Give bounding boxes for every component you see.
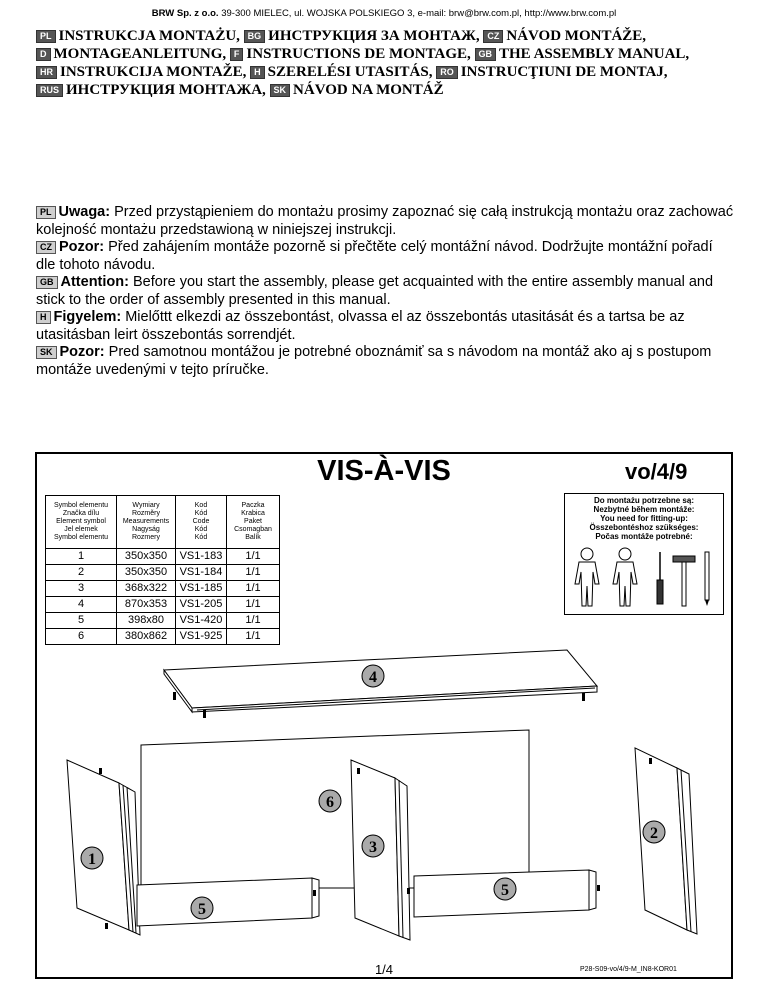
screwdriver-icon	[657, 552, 663, 604]
note-paragraph	[36, 274, 736, 309]
tools-text: Nezbytné během montáže:	[593, 505, 695, 514]
tools-box	[564, 493, 724, 615]
lang-badge: H	[250, 66, 265, 79]
note-text: Mielőttt elkezdi az összebontást, olvassa el az összebontás utasitását és a tartsa be az utasitásban leirt összebontás sorrendjét.	[36, 309, 685, 343]
table-row: 2 350x350 VS1-184 1/1	[46, 565, 280, 581]
lang-badge: BG	[244, 30, 266, 43]
label-2	[643, 821, 665, 843]
title-line	[36, 81, 736, 99]
table-row: 1 350x350 VS1-183 1/1	[46, 549, 280, 565]
label-1	[81, 847, 103, 869]
title-text: NÁVOD MONTÁŽE,	[506, 28, 647, 44]
note-label: Figyelem:	[53, 309, 122, 325]
title-text: SZERELÉSI UTASITÁS,	[267, 64, 433, 80]
title-text: THE ASSEMBLY MANUAL,	[499, 46, 690, 62]
label-3	[362, 835, 384, 857]
lang-badge: F	[230, 48, 244, 61]
tools-text: Összebontéshoz szükséges:	[589, 523, 699, 532]
title-text: INSTRUCTIONS DE MONTAGE,	[246, 46, 471, 62]
note-paragraph	[36, 344, 736, 379]
person-icon	[575, 548, 599, 606]
lang-badge: GB	[36, 276, 58, 289]
tools-text: Do montażu potrzebne są:	[593, 496, 694, 505]
svg-text:5: 5	[501, 882, 509, 899]
product-code: vo/4/9	[625, 459, 688, 484]
lang-badge: D	[36, 48, 51, 61]
parts-table	[45, 495, 280, 645]
table-row: 3 368x322 VS1-185 1/1	[46, 581, 280, 597]
lang-badge: RO	[436, 66, 458, 79]
svg-text:4: 4	[369, 669, 377, 686]
person-icon	[613, 548, 637, 606]
company-name: BRW Sp. z o.o.	[151, 8, 219, 19]
page-number: 1/4	[374, 962, 394, 977]
note-label: Pozor:	[59, 344, 105, 360]
note-label: Attention:	[60, 274, 129, 290]
note-text: Before you start the assembly, please get acquainted with the entire assembly manual and stick to the order of assembly presented in this manual.	[36, 274, 714, 308]
note-text: Przed przystąpieniem do montażu prosimy zapoznać się całą instrukcją montażu oraz zachować kolejność montażu przedstawioną w niniejszej instrukcji.	[36, 204, 734, 238]
note-paragraph	[36, 239, 736, 274]
lang-badge: PL	[36, 30, 56, 43]
tools-illustration	[565, 544, 723, 614]
hammer-icon	[673, 556, 695, 606]
header-package: Paczka Krabica Paket Csomagban Balík	[227, 496, 280, 549]
header-measurements: Wymiary Rozměry Measurements Nagyság Rozmery	[117, 496, 176, 549]
title-text: NÁVOD NA MONTÁŽ	[293, 82, 444, 98]
table-row: 4 870x353 VS1-205 1/1	[46, 597, 280, 613]
lang-badge: HR	[36, 66, 57, 79]
note-paragraph	[36, 204, 736, 239]
svg-text:2: 2	[650, 825, 658, 842]
title-text: MONTAGEANLEITUNG,	[53, 46, 227, 62]
table-row: 6 380x862 VS1-925 1/1	[46, 629, 280, 645]
lang-badge: SK	[270, 84, 291, 97]
pencil-icon	[705, 552, 709, 606]
label-5-left	[191, 897, 213, 919]
label-6	[319, 790, 341, 812]
title-line	[36, 27, 736, 45]
title-line	[36, 63, 736, 81]
note-paragraph	[36, 309, 736, 344]
note-text: Pred samotnou montážou je potrebné oboznámiť sa s návodom na montáž ako aj s postupom montáže uvedenými v tejto príručke.	[36, 344, 712, 378]
manual-titles	[36, 27, 736, 99]
title-line	[36, 45, 736, 63]
lang-badge: CZ	[483, 30, 503, 43]
svg-text:3: 3	[369, 839, 377, 856]
note-label: Pozor:	[59, 239, 105, 255]
lang-badge: RUS	[36, 84, 63, 97]
tools-text: Počas montáže potrebné:	[595, 532, 693, 541]
table-row: 5 398x80 VS1-420 1/1	[46, 613, 280, 629]
lang-badge: GB	[475, 48, 497, 61]
lang-badge: CZ	[36, 241, 56, 254]
document-reference: P28-S09-vo/4/9-M_IN8-KOR01	[580, 966, 677, 973]
company-header	[0, 8, 768, 19]
svg-text:6: 6	[326, 794, 334, 811]
title-text: INSTRUKCIJA MONTAŽE,	[60, 64, 247, 80]
title-text: INSTRUCŢIUNI DE MONTAJ,	[460, 64, 668, 80]
title-text: ИНСТРУКЦИЯ МОНТАЖА,	[66, 82, 266, 98]
product-name: VIS-À-VIS	[317, 455, 451, 487]
label-5-right	[494, 878, 516, 900]
table-header-row	[46, 496, 280, 549]
company-address: 39-300 MIELEC, ul. WOJSKA POLSKIEGO 3, e-mail: brw@brw.com.pl, http://www.brw.com.pl	[221, 8, 617, 19]
tools-text: You need for fitting-up:	[600, 514, 688, 523]
note-text: Před zahájením montáže pozorně si přečtěte celý montážní návod. Dodržujte montážní pořadí dle tohoto návodu.	[36, 239, 713, 273]
title-text: INSTRUKCJA MONTAŻU,	[58, 28, 240, 44]
lang-badge: PL	[36, 206, 56, 219]
lang-badge: SK	[36, 346, 57, 359]
title-text: ИНСТРУКЦИЯ ЗА МОНТАЖ,	[268, 28, 480, 44]
note-label: Uwaga:	[58, 204, 111, 220]
header-code: Kod Kód Code Kód Kód	[176, 496, 227, 549]
svg-text:5: 5	[198, 901, 206, 918]
header-symbol: Symbol elementu Značka dílu Element symbol Jel elemek Symbol elementu	[46, 496, 117, 549]
svg-text:1: 1	[88, 851, 96, 868]
lang-badge: H	[36, 311, 51, 324]
exploded-assembly-diagram	[37, 640, 731, 960]
label-4	[362, 665, 384, 687]
panel-5-left	[137, 878, 312, 926]
assembly-notes	[36, 204, 736, 379]
